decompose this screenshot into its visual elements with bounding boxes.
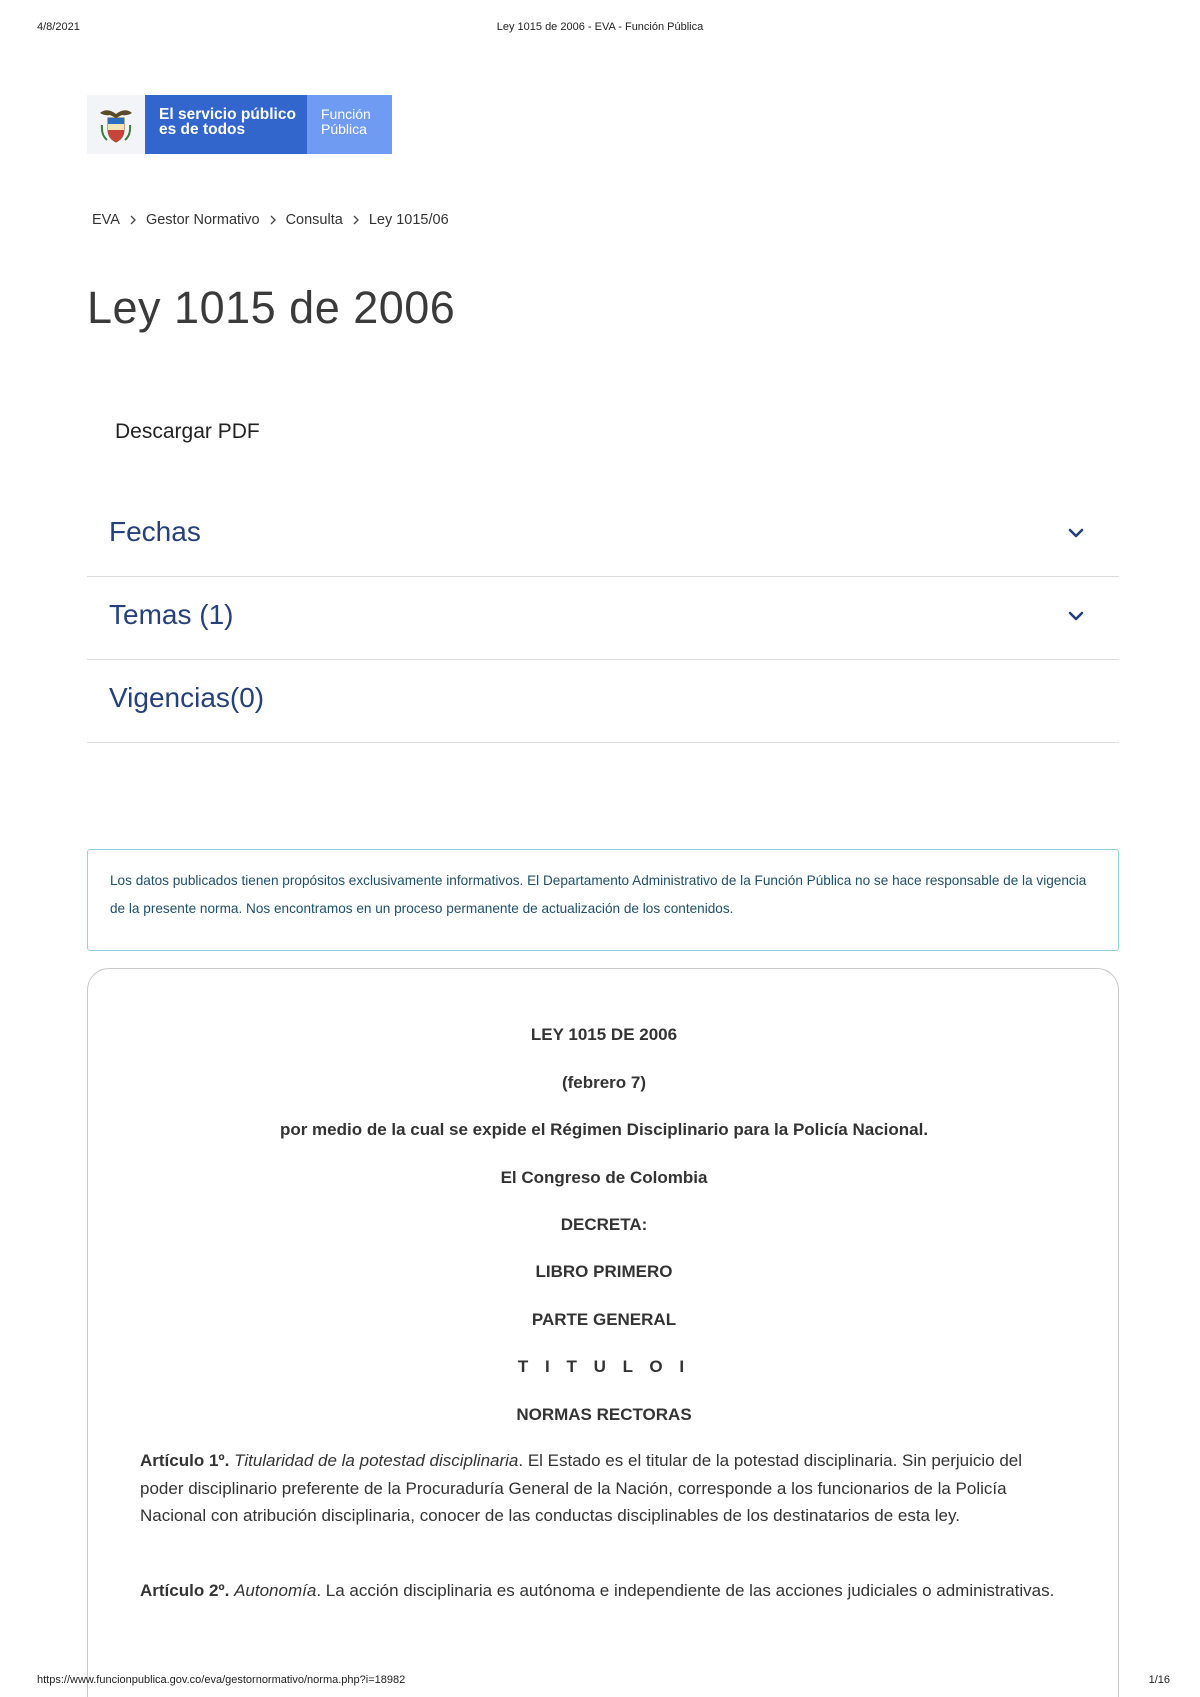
colombia-coat-of-arms-icon <box>87 95 145 154</box>
article-2 <box>140 1577 1060 1605</box>
accordion-label: Temas (1) <box>109 599 234 630</box>
site-logo[interactable] <box>87 95 392 154</box>
law-decree: DECRETA: <box>560 1215 648 1234</box>
law-title: T I T U L O I <box>517 1357 691 1376</box>
breadcrumb-item-eva[interactable]: EVA <box>92 212 120 228</box>
article-label: Artículo 1º. <box>140 1451 230 1470</box>
article-heading: Titularidad de la potestad disciplinaria <box>234 1451 519 1470</box>
chevron-right-icon <box>269 212 277 228</box>
article-1 <box>140 1447 1060 1530</box>
law-part: PARTE GENERAL <box>531 1310 677 1329</box>
law-heading: LEY 1015 DE 2006 <box>530 1025 678 1044</box>
law-date: (febrero 7) <box>561 1073 647 1092</box>
article-heading: Autonomía <box>234 1581 317 1600</box>
accordion <box>87 494 1119 743</box>
breadcrumb-item-consulta[interactable]: Consulta <box>285 212 343 228</box>
print-title: Ley 1015 de 2006 - EVA - Función Pública <box>496 21 704 33</box>
breadcrumb-item-current: Ley 1015/06 <box>368 212 449 228</box>
law-section: NORMAS RECTORAS <box>516 1405 692 1424</box>
article-text: . La acción disciplinaria es autónoma e independiente de las acciones judiciales o administrativas. <box>316 1581 1055 1600</box>
logo-slogan-line2: es de todos <box>159 121 246 138</box>
accordion-item-fechas[interactable] <box>87 494 1119 577</box>
chevron-down-icon[interactable] <box>1067 524 1085 542</box>
breadcrumb <box>92 212 449 228</box>
logo-entity-line1: Función <box>321 106 371 122</box>
logo-entity-line2: Pública <box>321 121 367 137</box>
disclaimer-notice: Los datos publicados tienen propósitos exclusivamente informativos. El Departamento Administrativo de la Función Pública no se hace responsable de la vigencia de la presente norma. Nos encontramos en un proceso permanente de actualización de los contenidos. <box>87 849 1119 951</box>
law-subject: por medio de la cual se expide el Régimen Disciplinario para la Policía Nacional. <box>279 1120 929 1139</box>
chevron-down-icon[interactable] <box>1067 607 1085 625</box>
chevron-right-icon <box>129 212 137 228</box>
logo-slogan <box>145 95 307 154</box>
print-page-number: 1/16 <box>1148 1674 1170 1686</box>
accordion-label: Fechas <box>109 516 201 547</box>
law-book: LIBRO PRIMERO <box>535 1262 673 1281</box>
logo-slogan-line1: El servicio público <box>159 106 296 123</box>
breadcrumb-item-gestor-normativo[interactable]: Gestor Normativo <box>145 212 260 228</box>
download-pdf-button[interactable]: Descargar PDF <box>115 420 260 443</box>
chevron-right-icon <box>352 212 360 228</box>
logo-entity <box>307 95 392 154</box>
accordion-item-vigencias[interactable] <box>87 660 1119 743</box>
print-url: https://www.funcionpublica.gov.co/eva/gestornormativo/norma.php?i=18982 <box>37 1674 406 1686</box>
accordion-label: Vigencias(0) <box>109 682 265 713</box>
law-document <box>87 968 1119 1697</box>
law-issuer: El Congreso de Colombia <box>500 1168 708 1187</box>
page-title: Ley 1015 de 2006 <box>87 282 456 333</box>
accordion-item-temas[interactable] <box>87 577 1119 660</box>
article-label: Artículo 2º. <box>140 1581 230 1600</box>
print-date: 4/8/2021 <box>37 21 80 33</box>
article-text: . El Estado es el titular de la potestad disciplinaria. Sin perjuicio del poder disciplinario preferente de la Procuraduría General de la Nación, corresponde a los funcionarios de la Policía Nacional con atribución disciplinaria, conocer de las conductas disciplinables de los destinatarios de esta ley. <box>140 1451 1023 1525</box>
